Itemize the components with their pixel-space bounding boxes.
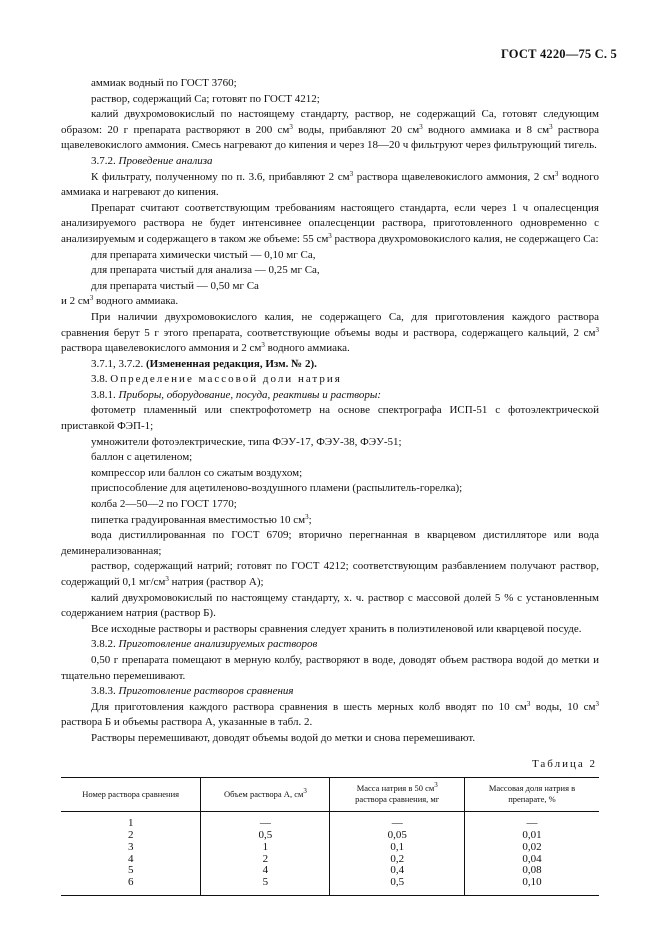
superscript: 3	[261, 341, 265, 350]
text: фотометр пламенный или спектрофотометр на основе спектрографа ИСП-51 с фотоэлектрической приставкой ФЭП-1;	[61, 404, 599, 433]
table-cell: —	[464, 812, 599, 830]
table-row	[61, 854, 599, 866]
superscript: 3	[595, 325, 599, 334]
header-text: Номер раствора сравнения	[82, 788, 180, 799]
text: раствора двухромовокислого калия, не содержащего Са:	[331, 232, 599, 245]
data-table	[61, 777, 599, 896]
list-item	[61, 513, 599, 529]
superscript: 3	[328, 231, 332, 240]
text: вода дистиллированная по ГОСТ 6709; вторично перегнанная в кварцевом дистилляторе или вода деминерализованная;	[61, 529, 599, 557]
header-text: Масса натрия в 50 см	[356, 783, 435, 794]
table-cell: 0,1	[330, 842, 465, 854]
text: приспособление для ацетиленово-воздушного пламени (распылитель-горелка);	[91, 482, 463, 495]
page-header: ГОСТ 4220—75 С. 5	[500, 47, 617, 61]
text: раствор, содержащий Са; готовят по ГОСТ 4212;	[91, 92, 320, 105]
superscript: 3	[554, 169, 559, 178]
superscript: 3	[165, 575, 169, 583]
superscript: 3	[305, 512, 309, 521]
paragraph	[61, 107, 599, 154]
list-item	[61, 497, 599, 513]
table-cell: 0,4	[330, 865, 465, 877]
table-cell: 3	[127, 840, 134, 853]
superscript: 3	[349, 169, 354, 178]
table-cell: —	[201, 812, 330, 830]
table-cell: 4	[201, 865, 330, 877]
paragraph	[61, 76, 599, 92]
list-item	[61, 591, 599, 622]
text: Препарат считают соответствующим требованиям настоящего стандарта, если через 1 ч опалесценция анализируемого раствора не будет интенсивнее опалесценции раствора, приготовленного одновременно с анализируемым и содержащего в таком же объеме: 55 см	[61, 201, 599, 245]
paragraph	[61, 170, 599, 201]
text: для препарата чистый для анализа — 0,25 мг Са,	[91, 264, 320, 277]
table-caption: Таблица 2	[531, 757, 597, 770]
text: для препарата чистый — 0,50 мг Са	[91, 279, 259, 292]
text: калий двухромовокислый по настоящему стандарту, х. ч. раствор с массовой долей 5 % с установленным содержанием натрия (раствор Б).	[61, 591, 599, 620]
paragraph	[61, 700, 599, 731]
section-heading	[61, 372, 599, 388]
text: и 2 см	[61, 295, 90, 308]
text: раствора Б и объемы раствора А, указанные в табл. 2.	[61, 716, 313, 729]
table-row	[61, 830, 599, 842]
paragraph	[61, 310, 599, 357]
table-cell: 2	[201, 854, 330, 866]
header-text: препарате, %	[508, 794, 556, 805]
section-number: 3.7.1, 3.7.2.	[91, 357, 146, 370]
section-heading	[61, 388, 599, 404]
section-heading	[61, 154, 599, 170]
table-cell: 2	[127, 828, 134, 841]
superscript: 3	[549, 122, 553, 131]
list-item	[61, 263, 599, 279]
section-title: Определение массовой доли натрия	[110, 373, 342, 386]
text: 0,50 г препарата помещают в мерную колбу, растворяют в воде, доводят объем раствора водой до метки и тщательно перемешивают.	[61, 653, 599, 682]
table-cell: 4	[127, 852, 134, 865]
table-row	[61, 865, 599, 877]
paragraph	[61, 201, 599, 248]
section-number: 3.8.3.	[91, 685, 119, 698]
text: Все исходные растворы и растворы сравнения следует хранить в полиэтиленовой или кварцевой посуде.	[91, 622, 582, 635]
paragraph	[61, 653, 599, 684]
list-item	[61, 279, 599, 295]
table-cell: 0,5	[201, 830, 330, 842]
text: раствора щавелевокислого аммония и 2 см	[61, 342, 262, 355]
table-row	[61, 877, 599, 895]
table-cell: 5	[127, 864, 134, 877]
list-item	[61, 294, 599, 310]
table-cell: 0,2	[330, 854, 465, 866]
list-item	[61, 248, 599, 264]
superscript: 3	[419, 122, 423, 131]
table-cell: 0,05	[330, 830, 465, 842]
text: аммиак водный по ГОСТ 3760;	[91, 77, 237, 89]
text: раствор, содержащий натрий; готовят по ГОСТ 4212; соответствующим разбавлением получают раствор, содержащий 0,1 мг/см	[61, 560, 599, 588]
header-text: Массовая доля натрия в	[488, 783, 576, 794]
text: компрессор или баллон со сжатым воздухом;	[91, 466, 303, 479]
table-cell: 1	[201, 842, 330, 854]
superscript: 3	[595, 699, 599, 708]
text: натрия (раствор А);	[168, 576, 264, 588]
text: раствора щавелевокислого аммония, 2 см	[353, 170, 555, 183]
paragraph	[61, 622, 599, 638]
table-cell: —	[330, 812, 465, 830]
table-cell: 0,5	[330, 877, 465, 895]
text: воды, прибавляют 20 см	[292, 123, 420, 136]
header-text: раствора сравнения, мг	[355, 794, 440, 805]
text: Для приготовления каждого раствора сравнения в шесть мерных колб вводят по 10 см	[91, 700, 527, 713]
list-item	[61, 450, 599, 466]
text: Растворы перемешивают, доводят объемы водой до метки и снова перемешивают.	[91, 731, 476, 744]
list-item	[61, 481, 599, 497]
list-item	[61, 403, 599, 434]
text: водного аммиака.	[93, 295, 179, 308]
section-title: Проведение анализа	[118, 154, 213, 167]
revision-text: (Измененная редакция, Изм. № 2).	[146, 357, 317, 370]
text: раствора щавелевокислого аммония. Смесь нагревают до кипения и через 18—20 ч фильтруют через фильтрующий тигель.	[61, 123, 599, 152]
section-title: Приготовление анализируемых растворов	[118, 638, 318, 651]
table-cell: 0,04	[464, 854, 599, 866]
section-number: 3.8.2.	[91, 638, 119, 651]
text: водного аммиака и 8 см	[422, 123, 550, 136]
text: К фильтрату, полученному по п. 3.6, прибавляют 2 см	[91, 170, 350, 183]
text: водного аммиака.	[264, 342, 350, 355]
table-row	[61, 812, 599, 830]
revision-note	[61, 357, 599, 373]
list-item	[61, 559, 599, 590]
text: ;	[308, 513, 312, 526]
section-number: 3.8.1.	[91, 388, 119, 401]
text: пипетка градуированная вместимостью 10 см	[91, 513, 306, 526]
text: воды, 10 см	[530, 700, 596, 713]
section-title: Приборы, оборудование, посуда, реактивы и растворы:	[118, 388, 382, 401]
column-header	[61, 778, 201, 812]
text: калий двухромовокислый по настоящему стандарту, раствор, не содержащий Са, готовят следующим образом: 20 г препарата растворяют в 200 см	[61, 108, 599, 136]
document-body	[61, 76, 599, 896]
column-header	[201, 778, 330, 812]
section-heading	[61, 637, 599, 653]
table-cell: 0,08	[464, 865, 599, 877]
paragraph	[61, 92, 599, 108]
table-cell: 0,01	[464, 830, 599, 842]
section-number: 3.8.	[91, 373, 111, 386]
superscript: 3	[303, 786, 307, 795]
superscript: 3	[434, 781, 438, 790]
list-item	[61, 466, 599, 482]
text: водного аммиака и нагревают до кипения.	[61, 170, 600, 199]
table-row	[61, 842, 599, 854]
section-number: 3.7.2.	[91, 154, 119, 167]
text: колба 2—50—2 по ГОСТ 1770;	[91, 498, 237, 511]
superscript: 3	[526, 699, 531, 708]
list-item	[61, 435, 599, 451]
text: умножители фотоэлектрические, типа ФЭУ-17, ФЭУ-38, ФЭУ-51;	[91, 435, 402, 448]
section-title: Приготовление растворов сравнения	[118, 685, 294, 698]
list-item	[61, 528, 599, 559]
text: для препарата химически чистый — 0,10 мг Са,	[91, 248, 316, 261]
column-header	[330, 778, 465, 812]
table-cell: 1	[127, 817, 134, 830]
table-cell: 5	[201, 877, 330, 895]
table-header-row	[61, 778, 599, 812]
column-header	[464, 778, 599, 812]
table-cell: 0,10	[464, 877, 599, 895]
superscript: 3	[89, 294, 94, 303]
text: При наличии двухромовокислого калия, не содержащего Са, для приготовления каждого раствора сравнения берут 5 г этого препарата, соответствующие объемы воды и раствора, содержащего кальций, 2 см	[61, 310, 599, 339]
text: баллон с ацетиленом;	[91, 451, 193, 464]
superscript: 3	[289, 122, 293, 131]
paragraph	[61, 731, 599, 747]
header-text: Объем раствора А, см	[224, 788, 304, 799]
table-cell: 0,02	[464, 842, 599, 854]
table-cell: 6	[61, 877, 201, 895]
section-heading	[61, 684, 599, 700]
